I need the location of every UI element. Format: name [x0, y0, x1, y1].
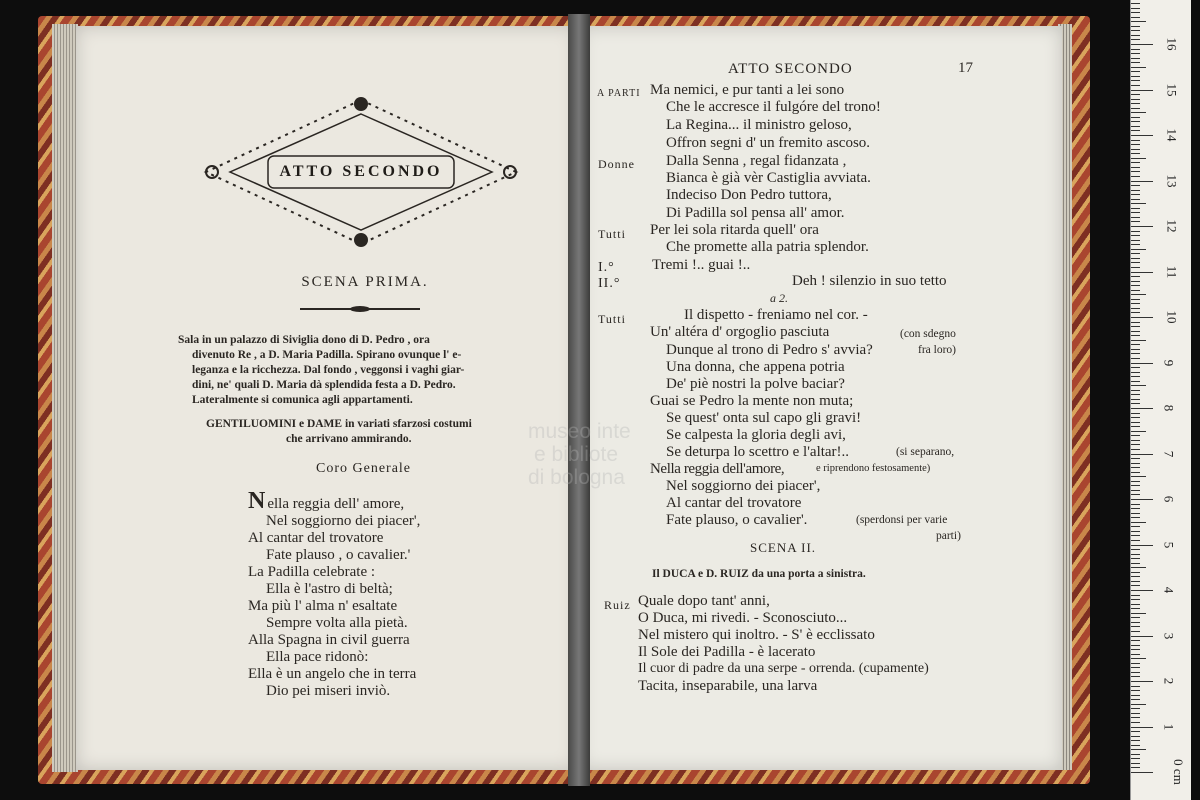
ruler-tick [1131, 358, 1140, 359]
ruler-tick [1131, 80, 1140, 81]
ruler-tick [1131, 331, 1140, 332]
dialogue-line: Di Padilla sol pensa all' amor. [666, 205, 845, 221]
ruler-tick [1131, 522, 1146, 523]
ruler-tick [1131, 221, 1140, 222]
side-note: e riprendono festosamente) [816, 463, 931, 474]
ruler-tick [1131, 167, 1140, 168]
ruler-label: 2 [1161, 677, 1177, 685]
ruler-tick [1131, 158, 1146, 159]
dialogue-line: Che le accresce il fulgóre del trono! [666, 99, 881, 115]
divider [300, 308, 420, 310]
ruler-tick [1131, 440, 1140, 441]
ruler-tick [1131, 76, 1140, 77]
ruler-tick [1131, 699, 1140, 700]
ruler-tick [1131, 740, 1140, 741]
dialogue-line: Nel soggiorno dei piacer', [666, 478, 821, 494]
ruler-label: 4 [1161, 586, 1177, 594]
ruler-tick [1131, 645, 1140, 646]
ruler-tick [1131, 408, 1153, 409]
dialogue-line: Se deturpa lo scettro e l'altar!.. [666, 444, 850, 460]
ruler-tick [1131, 381, 1140, 382]
dialogue-line: Nel mistero qui inoltro. - S' è ecclissato [638, 627, 875, 643]
dialogue-line: Il Sole dei Padilla - è lacerato [638, 644, 816, 660]
running-head: ATTO SECONDO [728, 61, 853, 77]
ruler-tick [1131, 454, 1153, 455]
ruler-tick [1131, 217, 1140, 218]
ruler-tick [1131, 117, 1140, 118]
ruler-tick [1131, 108, 1140, 109]
verse-line: Fate plauso , o cavalier.' [266, 547, 411, 563]
ruler-tick [1131, 249, 1146, 250]
dialogue-line: De' piè nostri la polve baciar? [666, 376, 845, 392]
ruler-tick [1131, 686, 1140, 687]
ruler-tick [1131, 90, 1153, 91]
ruler-tick [1131, 713, 1140, 714]
ruler-tick [1131, 563, 1140, 564]
act-title: ATTO SECONDO [279, 163, 443, 180]
ruler-tick [1131, 767, 1140, 768]
ruler-tick [1131, 426, 1140, 427]
dialogue-line: Ma nemici, e pur tanti a lei sono [650, 82, 845, 98]
ruler-tick [1131, 676, 1140, 677]
page-number: 17 [958, 60, 973, 76]
ruler-tick [1131, 504, 1140, 505]
dialogue-line: Dalla Senna , regal fidanzata , [666, 153, 847, 169]
ruler-tick [1131, 363, 1153, 364]
ruler-tick [1131, 176, 1140, 177]
verse-line: Ma più l' alma n' esaltate [248, 598, 398, 614]
ruler-tick [1131, 549, 1140, 550]
dialogue-line: Bianca è già vèr Castiglia avviata. [666, 170, 871, 186]
ruler-tick [1131, 58, 1140, 59]
ruler-tick [1131, 390, 1140, 391]
ruler-label: 1 [1161, 723, 1177, 730]
ruler-tick [1131, 71, 1140, 72]
ruler-tick [1131, 181, 1153, 182]
verse-line: Ella è un angelo che in terra [248, 666, 417, 682]
ruler-tick [1131, 121, 1140, 122]
ruler-tick [1131, 285, 1140, 286]
speaker-label: Donne [598, 157, 635, 171]
ruler-tick [1131, 727, 1153, 728]
speaker-label: Ruiz [604, 598, 631, 612]
ruler-tick [1131, 312, 1140, 313]
ruler-tick [1131, 467, 1140, 468]
ruler-tick [1131, 608, 1140, 609]
ruler-tick [1131, 758, 1140, 759]
ruler-tick [1131, 144, 1140, 145]
ruler-tick [1131, 617, 1140, 618]
ruler-tick [1131, 8, 1140, 9]
ruler-tick [1131, 754, 1140, 755]
ruler-tick [1131, 126, 1140, 127]
ruler-tick [1131, 476, 1146, 477]
ruler-tick [1131, 636, 1153, 637]
ruler-label: 16 [1164, 37, 1180, 51]
ruler-tick [1131, 103, 1140, 104]
ruler-tick [1131, 94, 1140, 95]
side-note: (si separano, [896, 446, 955, 458]
ruler-tick [1131, 367, 1140, 368]
ruler-tick [1131, 463, 1140, 464]
ruler-tick [1131, 185, 1140, 186]
verse-line: Alla Spagna in civil guerra [248, 632, 410, 648]
ruler-tick [1131, 212, 1140, 213]
ruler-tick [1131, 162, 1140, 163]
ruler-tick [1131, 649, 1140, 650]
ruler-tick [1131, 208, 1140, 209]
ruler-tick [1131, 12, 1140, 13]
ruler-tick [1131, 731, 1140, 732]
ruler-tick [1131, 558, 1140, 559]
watermark: museo inte e bibliote di bologna [528, 420, 631, 489]
dialogue-line: Che promette alla patria splendor. [666, 239, 869, 255]
ruler-tick [1131, 717, 1140, 718]
speaker-label: I.° [598, 260, 615, 275]
ruler-tick [1131, 199, 1140, 200]
verse-line: Nella reggia dell' amore, [248, 488, 405, 514]
verse-line: Dio pei miseri inviò. [266, 683, 391, 699]
ruler-tick [1131, 135, 1153, 136]
ruler-tick [1131, 372, 1140, 373]
ruler-label: 3 [1161, 632, 1177, 639]
ruler-tick [1131, 231, 1140, 232]
ruler-label: 11 [1164, 265, 1180, 278]
ruler-tick [1131, 749, 1146, 750]
dialogue-line: Indeciso Don Pedro tuttora, [666, 187, 832, 203]
ruler-label: 14 [1164, 128, 1180, 142]
ruler-tick [1131, 272, 1153, 273]
ruler-tick [1131, 435, 1140, 436]
ruler-tick [1131, 631, 1140, 632]
ruler-tick [1131, 26, 1140, 27]
ruler-tick [1131, 517, 1140, 518]
ruler-tick [1131, 267, 1140, 268]
ruler-label: 0 cm [1170, 759, 1186, 785]
measuring-ruler [1130, 0, 1191, 800]
ruler-tick [1131, 567, 1146, 568]
ruler-label: 7 [1161, 450, 1177, 457]
ruler-tick [1131, 258, 1140, 259]
ruler-tick [1131, 130, 1140, 131]
dialogue-line: La Regina... il ministro geloso, [666, 117, 852, 133]
ruler-tick [1131, 226, 1153, 227]
ruler-tick [1131, 458, 1140, 459]
ruler-tick [1131, 194, 1140, 195]
ruler-tick [1131, 745, 1140, 746]
ruler-tick [1131, 449, 1140, 450]
ruler-tick [1131, 67, 1146, 68]
ruler-tick [1131, 276, 1140, 277]
ruler-tick [1131, 576, 1140, 577]
ruler-tick [1131, 604, 1140, 605]
page-edges-left [52, 24, 78, 772]
ruler-tick [1131, 763, 1140, 764]
ruler-tick [1131, 622, 1140, 623]
speaker-label: A PARTI [597, 88, 641, 99]
verse-line: Sempre volta alla pietà. [266, 615, 408, 631]
dialogue-line: Dunque al trono di Pedro s' avvia? [666, 342, 873, 358]
ruler-tick [1131, 590, 1153, 591]
ruler-tick [1131, 35, 1140, 36]
speaker-label: Tutti [598, 227, 626, 241]
ruler-tick [1131, 353, 1140, 354]
ruler-tick [1131, 513, 1140, 514]
ruler-tick [1131, 695, 1140, 696]
ruler-tick [1131, 39, 1140, 40]
chorus-title: Coro Generale [316, 461, 412, 476]
ruler-label: 13 [1164, 174, 1180, 187]
ruler-label: 12 [1164, 219, 1180, 233]
verse-line: Ella è l'astro di beltà; [266, 581, 393, 597]
dialogue-line: Tremi !.. guai !.. [652, 257, 751, 273]
dialogue-line: Nella reggia dell'amore, [650, 461, 785, 477]
ruler-tick [1131, 140, 1140, 141]
ruler-tick [1131, 599, 1140, 600]
ruler-tick [1131, 658, 1146, 659]
ruler-tick [1131, 85, 1140, 86]
ruler-label: 10 [1164, 310, 1180, 324]
ruler-tick [1131, 672, 1140, 673]
ruler-label: 9 [1161, 359, 1177, 366]
ruler-tick [1131, 326, 1140, 327]
ruler-tick [1131, 613, 1146, 614]
ruler-tick [1131, 722, 1140, 723]
ruler-tick [1131, 413, 1140, 414]
ruler-tick [1131, 585, 1140, 586]
ruler-tick [1131, 417, 1140, 418]
ruler-tick [1131, 490, 1140, 491]
dialogue-line: Se quest' onta sul capo gli gravi! [666, 410, 862, 426]
ruler-tick [1131, 335, 1140, 336]
side-note: (sperdonsi per varie [856, 514, 948, 526]
ruler-tick [1131, 485, 1140, 486]
ruler-label: 5 [1161, 541, 1177, 548]
side-note: parti) [936, 530, 961, 542]
ruler-tick [1131, 681, 1153, 682]
book-spine [568, 14, 590, 786]
ruler-tick [1131, 708, 1140, 709]
dialogue-line: Offron segni d' un fremito ascoso. [666, 135, 871, 151]
ruler-tick [1131, 149, 1140, 150]
ruler-tick [1131, 49, 1140, 50]
side-note: (con sdegno [900, 328, 956, 340]
ruler-tick [1131, 494, 1140, 495]
ruler-tick [1131, 431, 1146, 432]
ruler-tick [1131, 535, 1140, 536]
ruler-tick [1131, 399, 1140, 400]
ruler-tick [1131, 667, 1140, 668]
dialogue-line: Per lei sola ritarda quell' ora [650, 222, 819, 238]
stage-direction: Sala in un palazzo di Siviglia dono di D. Pedro , ora divenuto Re , a D. Maria Padilla. Spirano ovunque l' e- leganza e la ricchezza. Dal fondo , veggonsi i vaghi giar- dini, ne' quali D. Maria dà splendida festa a D. Pedro. Lateralmente si comunica agli appartamenti. [178, 334, 465, 406]
ruler-tick [1131, 444, 1140, 445]
dialogue-line: Una donna, che appena potria [666, 359, 845, 375]
ruler-tick [1131, 294, 1146, 295]
ruler-tick [1131, 403, 1140, 404]
ruler-tick [1131, 308, 1140, 309]
ruler-tick [1131, 772, 1153, 773]
ruler-label: 15 [1164, 83, 1180, 96]
ruler-tick [1131, 53, 1140, 54]
dialogue-line: Il cuor di padre da una serpe - orrenda. (cupamente) [638, 661, 929, 676]
ruler-tick [1131, 44, 1153, 45]
ruler-label: 8 [1161, 404, 1177, 412]
ruler-tick [1131, 704, 1146, 705]
speaker-label: Tutti [598, 312, 626, 326]
ruler-tick [1131, 640, 1140, 641]
dialogue-line: Guai se Pedro la mente non muta; [650, 393, 854, 409]
ruler-tick [1131, 626, 1140, 627]
ruler-tick [1131, 299, 1140, 300]
ruler-tick [1131, 581, 1140, 582]
ruler-tick [1131, 690, 1140, 691]
verse-line: Nel soggiorno dei piacer', [266, 513, 421, 529]
ruler-tick [1131, 62, 1140, 63]
dialogue-line: Il dispetto - freniamo nel cor. - [684, 307, 868, 323]
scene2-entrance: Il DUCA e D. RUIZ da una porta a sinistra. [652, 568, 866, 580]
ruler-tick [1131, 344, 1140, 345]
ruler-tick [1131, 481, 1140, 482]
ruler-tick [1131, 349, 1140, 350]
ruler-tick [1131, 508, 1140, 509]
dialogue-line: Se calpesta la gloria degli avi, [666, 427, 846, 443]
ruler-tick [1131, 203, 1146, 204]
ruler-tick [1131, 290, 1140, 291]
ruler-tick [1131, 303, 1140, 304]
entrance-note: GENTILUOMINI e DAME in variati sfarzosi costumi che arrivano ammirando. [206, 418, 472, 445]
ruler-tick [1131, 112, 1146, 113]
ruler-tick [1131, 253, 1140, 254]
ruler-tick [1131, 376, 1140, 377]
ruler-tick [1131, 322, 1140, 323]
ruler-tick [1131, 663, 1140, 664]
ruler-tick [1131, 244, 1140, 245]
ruler-tick [1131, 240, 1140, 241]
ruler-tick [1131, 531, 1140, 532]
ruler-tick [1131, 394, 1140, 395]
dialogue-line: a 2. [770, 291, 788, 305]
ruler-tick [1131, 385, 1146, 386]
scene2-title: SCENA II. [750, 540, 817, 555]
ruler-tick [1131, 526, 1140, 527]
ruler-tick [1131, 545, 1153, 546]
ruler-tick [1131, 99, 1140, 100]
ruler-tick [1131, 190, 1140, 191]
dialogue-line: Tacita, inseparabile, una larva [638, 678, 818, 694]
verse-line: Ella pace ridonò: [266, 649, 369, 665]
ruler-tick [1131, 17, 1140, 18]
scene-title: SCENA PRIMA. [301, 274, 429, 290]
ruler-tick [1131, 21, 1146, 22]
ruler-tick [1131, 499, 1153, 500]
ruler-tick [1131, 540, 1140, 541]
ruler-tick [1131, 654, 1140, 655]
dialogue-line: Quale dopo tant' anni, [638, 593, 770, 609]
ruler-tick [1131, 235, 1140, 236]
ruler-tick [1131, 317, 1153, 318]
speaker-label: II.° [598, 276, 621, 291]
ruler-tick [1131, 153, 1140, 154]
verse-line: La Padilla celebrate : [248, 564, 376, 580]
dialogue-line: Al cantar del trovatore [666, 495, 802, 511]
ruler-tick [1131, 30, 1140, 31]
ruler-tick [1131, 572, 1140, 573]
ruler-tick [1131, 262, 1140, 263]
side-note: fra loro) [918, 344, 956, 356]
ruler-label: 6 [1161, 495, 1177, 503]
ruler-tick [1131, 422, 1140, 423]
dialogue-line: O Duca, mi rivedi. - Sconosciuto... [638, 610, 848, 626]
verse-line: Al cantar del trovatore [248, 530, 384, 546]
dialogue-line: Deh ! silenzio in suo tetto [792, 273, 947, 289]
dialogue-line: Un' altéra d' orgoglio pasciuta [650, 324, 830, 340]
ruler-tick [1131, 595, 1140, 596]
ruler-tick [1131, 3, 1140, 4]
ruler-tick [1131, 554, 1140, 555]
ruler-tick [1131, 472, 1140, 473]
ruler-tick [1131, 171, 1140, 172]
ruler-tick [1131, 340, 1146, 341]
dialogue-line: Fate plauso, o cavalier'. [666, 512, 808, 528]
ruler-tick [1131, 281, 1140, 282]
ruler-tick [1131, 736, 1140, 737]
